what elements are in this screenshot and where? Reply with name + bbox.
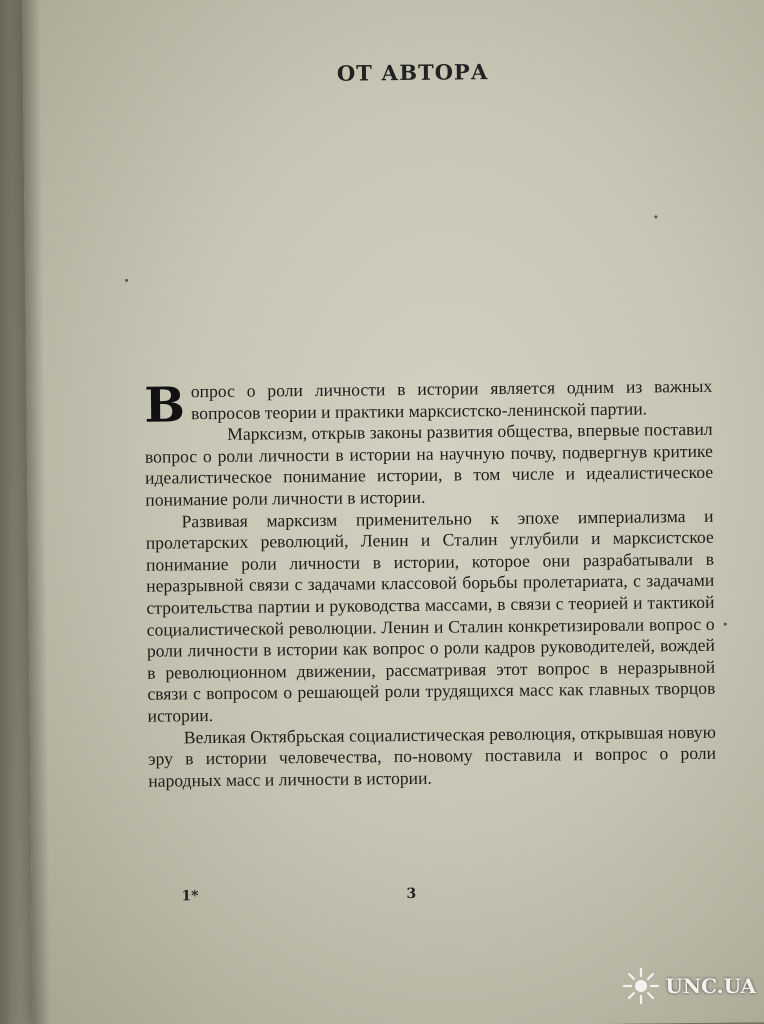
sunburst-logo-icon bbox=[621, 966, 661, 1006]
page-number: 3 bbox=[406, 885, 417, 903]
watermark bbox=[621, 966, 756, 1006]
signature-mark: 1* bbox=[181, 888, 199, 905]
paragraph-2: Марксизм, открыв законы развития общества, впервые поставил вопрос о роли личности в истории на научную почву, подвергнув критике идеалистическое понимание истории, в том числе и идеалистическое понимание роли личности в истории. bbox=[144, 418, 714, 510]
paragraph-4: Великая Октябрьская социалистическая революция, открывшая новую эру в истории человечества, по-новому поставила и вопрос о роли народных масс и личности в истории. bbox=[147, 721, 717, 791]
paragraph-3: Развивая марксизм применительно к эпохе империализма и пролетарских революций, Ленин и Сталин углубили и марксистское понимание роли личности в истории, которое они разрабатывали в неразрывной связи с задачами классовой борьбы пролетариата, с задачами строительства партии и руководства массами, в связи с теорией и тактикой социалистической революции. Ленин и Сталин конкретизировали вопрос о роли личности в истории как вопрос о роли кадров руководителей, вождей в революционном движении, рассматривая этот вопрос в неразрывной связи с вопросом о решающей роли трудящихся масс как главных творцов истории. bbox=[145, 505, 716, 726]
paragraph-1-text: опрос о роли личности в истории является одним из важных вопросов теории и практики марксистско-ленинской партии. bbox=[190, 375, 713, 423]
drop-cap: В bbox=[144, 377, 186, 434]
body-text bbox=[144, 376, 716, 792]
book-page bbox=[22, 0, 764, 1024]
page-heading: ОТ АВТОРА bbox=[336, 59, 489, 86]
dust-speck bbox=[724, 623, 727, 626]
dust-speck bbox=[654, 215, 657, 218]
watermark-text: UNC.UA bbox=[665, 974, 756, 998]
paragraph-1 bbox=[144, 375, 713, 434]
dust-speck bbox=[125, 279, 128, 282]
